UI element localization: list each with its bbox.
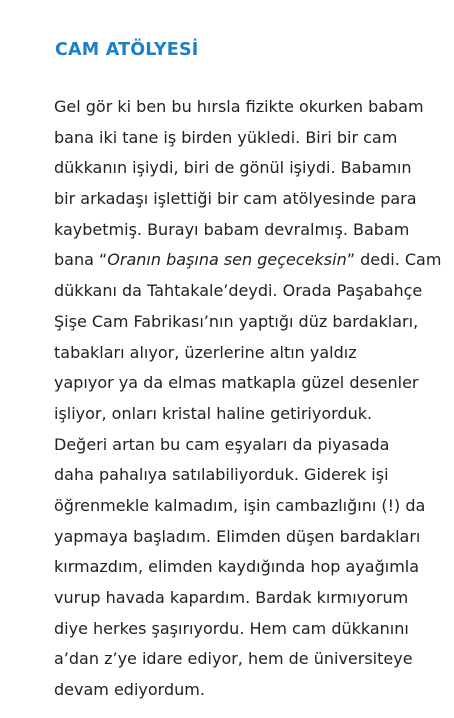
text-line [54,307,426,338]
text-segment: bir arkadaşı işlettiği bir cam atölyesinde para [54,189,417,209]
text-segment: yapıyor ya da elmas matkapla güzel desenler [54,373,419,393]
text-segment: kırmazdım, elimden kaydığında hop ayağımla [54,557,420,577]
text-segment: öğrenmekle kalmadım, işin cambazlığını (!) da [54,495,426,515]
text-line [54,215,426,246]
section-heading: CAM ATÖLYESİ [55,40,199,60]
text-segment: bana iki tane iş birden yükledi. Biri bir cam [54,127,398,147]
text-segment: yapmaya başladım. Elimden düşen bardakları [54,526,421,546]
text-segment: Değeri artan bu cam eşyaları da piyasada [54,434,390,454]
text-line [54,460,426,491]
text-segment: dükkanı da Tahtakale’deydi. Orada Paşabahçe [54,281,423,301]
text-segment: diye herkes şaşırıyordu. Hem cam dükkanını [54,618,409,638]
text-line [54,430,426,461]
text-line [54,522,426,553]
text-line [54,245,442,276]
text-line [54,399,426,430]
text-segment: vurup havada kapardım. Bardak kırmıyorum [54,588,409,607]
text-line [54,644,426,675]
text-line [54,338,426,369]
text-segment: tabakları alıyor, üzerlerine altın yaldız [54,342,357,362]
text-line [54,153,426,184]
text-segment: ” dedi. Cam [346,250,442,270]
text-line [54,184,426,215]
text-segment: Gel gör ki ben bu hırsla fizikte okurken babam [54,97,424,116]
text-segment: Şişe Cam Fabrikası’nın yaptığı düz bardakları, [54,311,419,331]
text-line [54,614,426,645]
text-segment: devam ediyordum. [54,680,205,700]
text-line [54,276,426,307]
text-line [54,675,426,706]
text-line [54,583,426,614]
text-segment: bana “ [54,250,108,270]
text-segment: işliyor, onları kristal haline getiriyorduk. [54,403,373,423]
body-paragraph [54,92,442,706]
text-line [54,92,426,123]
text-line [54,491,426,522]
text-segment: daha pahalıya satılabiliyorduk. Giderek işi [54,465,389,485]
text-segment: kaybetmiş. Burayı babam devralmış. Babam [54,219,410,239]
text-line [54,123,426,154]
text-line [54,368,426,399]
text-segment: a’dan z’ye idare ediyor, hem de üniversiteye [54,649,413,669]
quoted-text-italic: Oranın başına sen geçeceksin [107,250,347,270]
text-line [54,552,426,583]
text-segment: dükkanın işiydi, biri de gönül işiydi. Babamın [54,158,412,178]
